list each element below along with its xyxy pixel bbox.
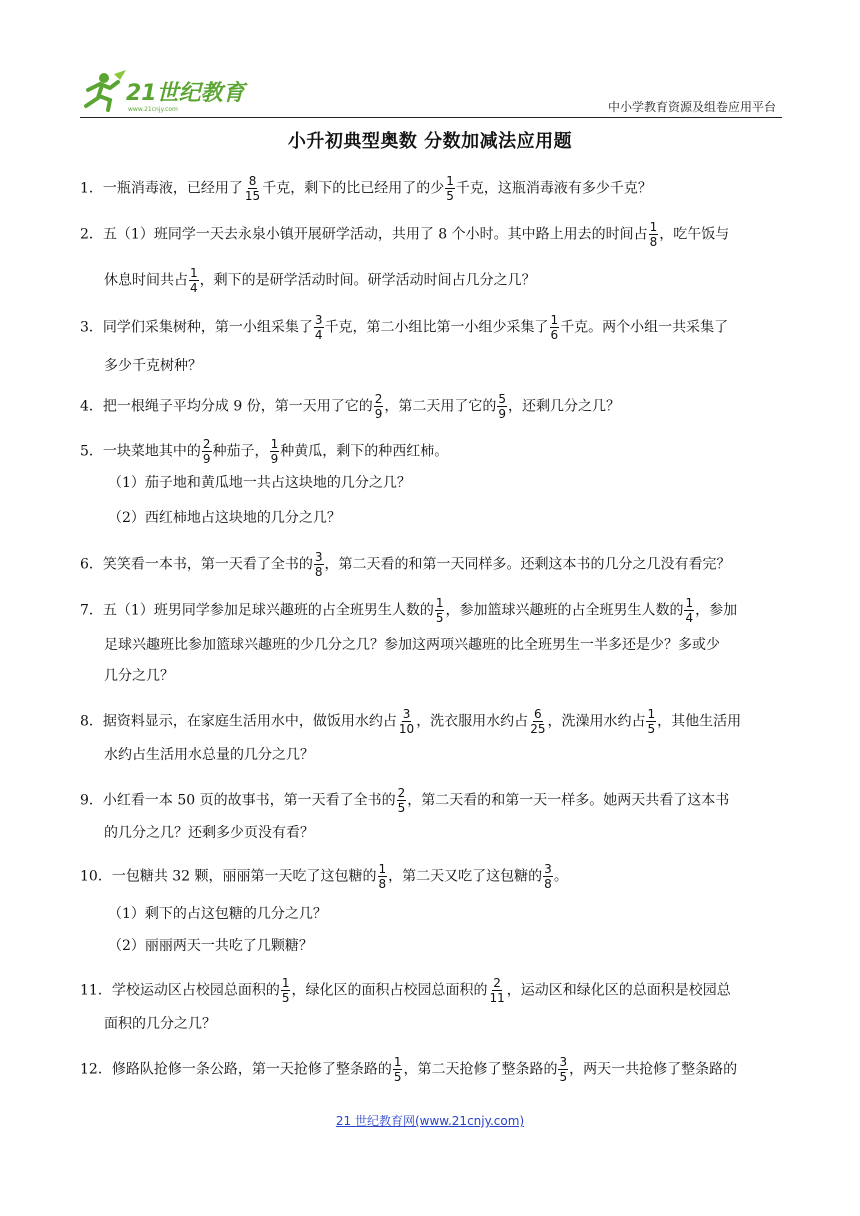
problem-7-cont: 足球兴趣班比参加篮球兴趣班的少几分之几？参加这两项兴趣班的比全班男生一半多还是少？多或少 (104, 637, 720, 653)
fraction: $\frac{3}{8}$ (314, 550, 323, 579)
fraction: $\frac{1}{5}$ (393, 1055, 402, 1084)
problem-10-q2: （2）丽丽两天一共吃了几颗糖？ (108, 938, 313, 954)
problem-12: 12．修路队抢修一条公路，第一天抢修了整条路的 $\frac{1}{5}$ ，第二天抢修了整条路的 $\frac{3}{5}$ ，两天一共抢修了整条路的 (80, 1055, 738, 1084)
problem-9-cont: 的几分之几？还剩多少页没有看？ (104, 825, 314, 841)
problem-8-cont: 水约占生活用水总量的几分之几？ (104, 747, 314, 763)
problem-4: 4．把一根绳子平均分成 9 份，第一天用了它的 $\frac{2}{9}$ ，第二天用了它的 $\frac{5}{9}$ ，还剩几分之几？ (80, 392, 620, 421)
problem-11-cont: 面积的几分之几？ (104, 1016, 216, 1032)
fraction: $\frac{1}{4}$ (190, 266, 198, 295)
fraction: $\frac{1}{8}$ (378, 862, 387, 891)
fraction: $\frac{3}{5}$ (559, 1055, 568, 1084)
site-logo[interactable] (80, 68, 260, 114)
problem-8: 8．据资料显示，在家庭生活用水中，做饭用水约占 $\frac{3}{10}$ ，洗衣服用水约占 $\frac{6}{25}$ ，洗澡用水约占 $\frac{1}{5}$ ，其他生活用 (80, 707, 742, 736)
fraction: $\frac{2}{9}$ (202, 437, 211, 466)
problem-3: 3．同学们采集树种，第一小组采集了 $\frac{3}{4}$ 千克，第二小组比第一小组少采集了 $\frac{1}{6}$ 千克。两个小组一共采集了 (80, 313, 729, 342)
platform-name: 中小学教育资源及组卷应用平台 (607, 100, 776, 114)
fraction: $\frac{3}{10}$ (398, 707, 415, 736)
problem-1: 1．一瓶消毒液，已经用了 $\frac{8}{15}$ 千克，剩下的比已经用了的少 $\frac{1}{5}$ 千克，这瓶消毒液有多少千克？ (80, 174, 652, 203)
problem-11: 11．学校运动区占校园总面积的 $\frac{1}{5}$ ，绿化区的面积占校园总面积的 $\frac{2}{11}$ ，运动区和绿化区的总面积是校园总 (80, 976, 731, 1005)
problem-7: 7．五（1）班男同学参加足球兴趣班的占全班男生人数的 $\frac{1}{5}$ ，参加篮球兴趣班的占全班男生人数的 $\frac{1}{4}$ ，参加 (80, 596, 738, 625)
fraction: $\frac{2}{9}$ (374, 392, 383, 421)
header-divider (80, 117, 782, 118)
fraction: $\frac{2}{11}$ (489, 976, 505, 1005)
fraction: $\frac{1}{8}$ (649, 220, 658, 249)
fraction: $\frac{3}{4}$ (314, 313, 323, 342)
fraction: $\frac{1}{5}$ (647, 707, 656, 736)
problem-5-q2: （2）西红柿地占这块地的几分之几？ (108, 510, 341, 526)
fraction: $\frac{2}{5}$ (397, 786, 406, 815)
problem-10: 10．一包糖共 32 颗，丽丽第一天吃了这包糖的 $\frac{1}{8}$ ，第二天又吃了这包糖的 $\frac{3}{8}$ 。 (80, 862, 568, 891)
problem-3-cont: 多少千克树种？ (104, 358, 202, 374)
runner-logo-icon (80, 68, 260, 114)
footer-link[interactable]: 21 世纪教育网(www.21cnjy.com) (335, 1114, 525, 1128)
fraction: $\frac{8}{15}$ (244, 174, 261, 203)
fraction: $\frac{1}{5}$ (435, 596, 444, 625)
problem-7-cont2: 几分之几？ (104, 668, 174, 684)
problem-9: 9．小红看一本 50 页的故事书，第一天看了全书的 $\frac{2}{5}$ ，第二天看的和第一天一样多。她两天共看了这本书 (80, 786, 730, 815)
problem-2: 2．五（1）班同学一天去永泉小镇开展研学活动，共用了 8 个小时。其中路上用去的时间占 $\frac{1}{8}$ ，吃午饭与 (80, 220, 730, 249)
footer (0, 1112, 860, 1129)
fraction: $\frac{5}{9}$ (498, 392, 506, 421)
problem-5-q1: （1）茄子地和黄瓜地一共占这块地的几分之几？ (108, 475, 411, 491)
problem-10-q1: （1）剩下的占这包糖的几分之几？ (108, 906, 327, 922)
fraction: $\frac{6}{25}$ (530, 707, 546, 736)
logo-url-text: www.21cnjy.com (128, 106, 178, 113)
fraction: $\frac{1}{9}$ (270, 437, 279, 466)
fraction: $\frac{1}{5}$ (281, 976, 290, 1005)
fraction: $\frac{1}{6}$ (550, 313, 559, 342)
fraction: $\frac{3}{8}$ (544, 862, 552, 891)
logo-text: 21世纪教育 (126, 81, 245, 106)
problem-5: 5．一块菜地其中的 $\frac{2}{9}$ 种茄子， $\frac{1}{9}$ 种黄瓜，剩下的种西红柿。 (80, 437, 449, 466)
page-title: 小升初典型奥数 分数加减法应用题 (287, 131, 573, 152)
fraction: $\frac{1}{5}$ (446, 174, 454, 203)
problem-2-cont: 休息时间共占 $\frac{1}{4}$ ，剩下的是研学活动时间。研学活动时间占几分之几？ (104, 266, 536, 295)
fraction: $\frac{1}{4}$ (685, 596, 694, 625)
problem-6: 6．笑笑看一本书，第一天看了全书的 $\frac{3}{8}$ ，第二天看的和第一天同样多。还剩这本书的几分之几没有看完？ (80, 550, 731, 579)
